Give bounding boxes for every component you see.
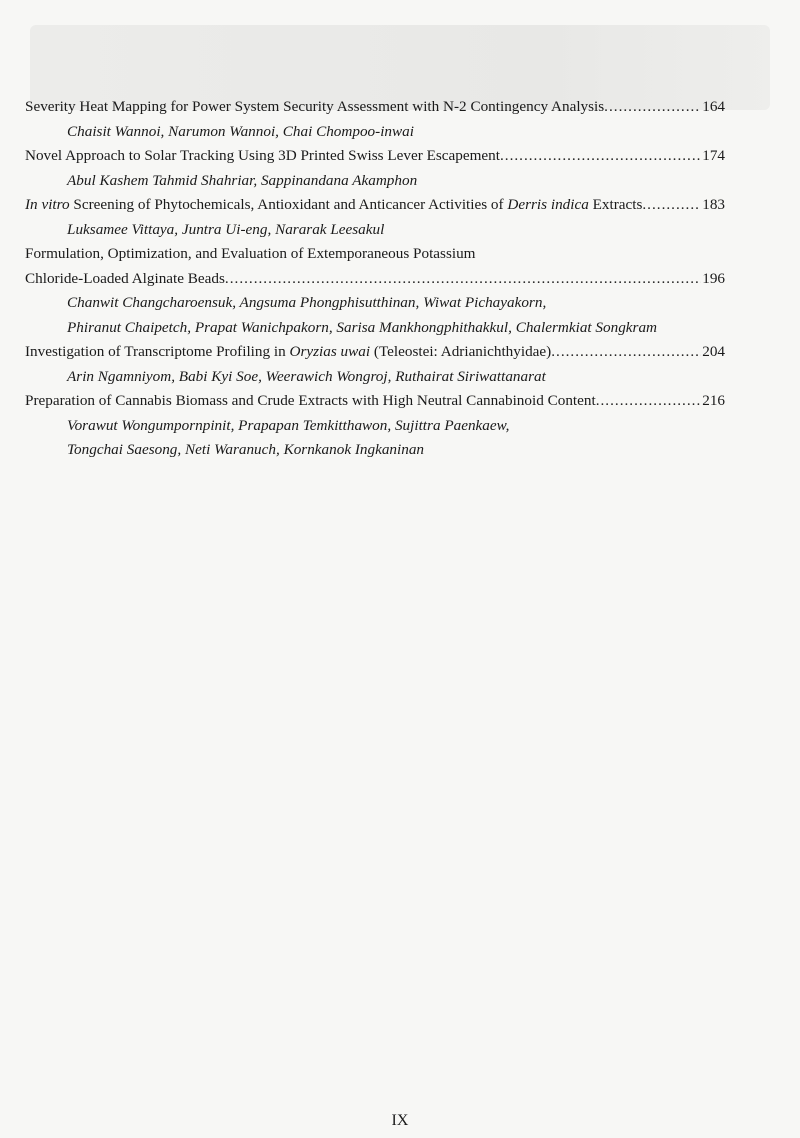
toc-authors: Chanwit Changcharoensuk, Angsuma Phongphisutthinan, Wiwat Pichayakorn,	[67, 294, 547, 311]
toc-authors: Vorawut Wongumpornpinit, Prapapan Temkitthawon, Sujittra Paenkaew,	[67, 416, 510, 434]
table-of-contents	[25, 95, 725, 463]
toc-authors: Luksamee Vittaya, Juntra Ui-eng, Nararak Leesakul	[67, 220, 385, 238]
title-text: Novel Approach to Solar Tracking Using 3D Printed Swiss Lever Escapement	[25, 147, 500, 164]
toc-entry[interactable]	[25, 389, 725, 414]
toc-page-number: 164	[702, 98, 725, 115]
italic-term: Derris indica	[507, 196, 589, 213]
title-text: Chloride-Loaded Alginate Beads	[25, 269, 225, 287]
toc-entry[interactable]	[25, 267, 725, 292]
toc-entry[interactable]	[25, 144, 725, 169]
toc-entry-title	[25, 95, 604, 120]
title-text: (Teleostei: Adrianichthyidae)	[370, 343, 552, 360]
toc-entry-title	[25, 267, 225, 292]
title-text: Preparation of Cannabis Biomass and Crude Extracts with High Neutral Cannabinoid Content	[25, 392, 596, 409]
toc-entry[interactable]	[25, 193, 725, 218]
toc-entry-title	[25, 340, 551, 365]
toc-page-number: 196	[702, 269, 725, 287]
toc-page-number: 183	[702, 196, 725, 213]
dot-leader	[642, 193, 701, 218]
title-text: Severity Heat Mapping for Power System Security Assessment with N-2 Contingency Analysis	[25, 98, 605, 115]
toc-page-number: 174	[702, 147, 725, 164]
title-text: Investigation of Transcriptome Profiling in	[25, 343, 290, 360]
toc-title-line: Formulation, Optimization, and Evaluation of Extemporaneous Potassium	[25, 245, 476, 262]
toc-authors: Arin Ngamniyom, Babi Kyi Soe, Weerawich Wongroj, Ruthairat Siriwattanarat	[67, 367, 546, 385]
toc-authors: Chaisit Wannoi, Narumon Wannoi, Chai Chompoo-inwai	[67, 122, 414, 140]
italic-term: Oryzias uwai	[289, 343, 371, 360]
page-number: IX	[391, 1112, 409, 1129]
toc-page-number: 216	[702, 392, 725, 409]
italic-term: In vitro	[25, 196, 70, 213]
dot-leader	[500, 144, 701, 169]
dot-leader	[551, 340, 701, 365]
toc-entry-title	[25, 193, 642, 218]
toc-entry-title	[25, 389, 596, 414]
title-text: Extracts	[588, 196, 643, 213]
toc-entry-title	[25, 144, 500, 169]
toc-authors: Tongchai Saesong, Neti Waranuch, Kornkanok Ingkaninan	[67, 441, 425, 458]
toc-entry[interactable]	[25, 95, 725, 120]
dot-leader	[225, 267, 701, 292]
dot-leader	[604, 95, 701, 120]
dot-leader	[596, 389, 702, 414]
toc-authors: Phiranut Chaipetch, Prapat Wanichpakorn, Sarisa Mankhongphithakkul, Chalermkiat Songkram	[67, 318, 658, 336]
toc-entry[interactable]	[25, 340, 725, 365]
title-text: Screening of Phytochemicals, Antioxidant and Anticancer Activities of	[69, 196, 508, 213]
toc-authors: Abul Kashem Tahmid Shahriar, Sappinandana Akamphon	[67, 171, 418, 189]
toc-page-number: 204	[702, 343, 725, 360]
